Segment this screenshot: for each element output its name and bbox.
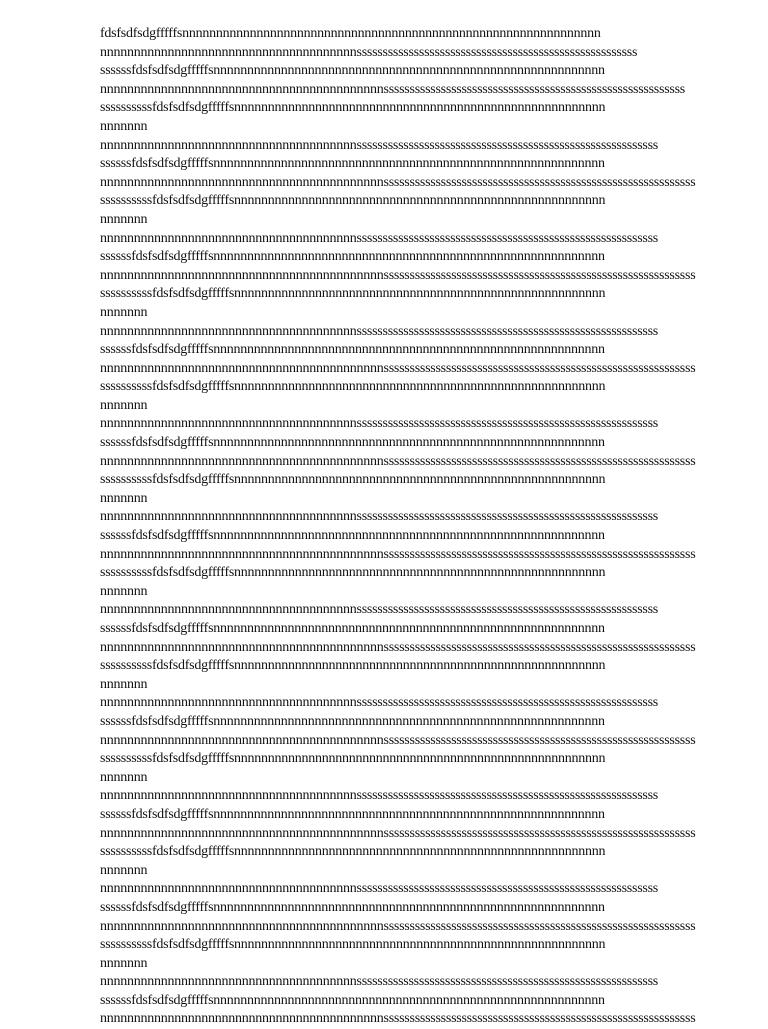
text-line: ssssssssssfdsfsdfsdgfffffsnnnnnnnnnnnnnnnnnnnnnnnnnnnnnnnnnnnnnnnnnnnnnnnnnnnnnnn [100, 844, 606, 860]
text-line: nnnnnnnnnnnnnnnnnnnnnnnnnnnnnnnnnnnnnnssssssssssssssssssssssssssssssssssssssssssssssssssssssssss [100, 230, 658, 246]
text-line: ssssssfdsfsdfsdgfffffsnnnnnnnnnnnnnnnnnnnnnnnnnnnnnnnnnnnnnnnnnnnnnnnnnnnnnnnnnn [100, 342, 605, 358]
document-body [100, 25, 748, 1029]
text-line: ssssssssssfdsfsdfsdgfffffsnnnnnnnnnnnnnnnnnnnnnnnnnnnnnnnnnnnnnnnnnnnnnnnnnnnnnnn [100, 658, 606, 674]
text-line: nnnnnnn [100, 769, 148, 785]
text-line: nnnnnnnnnnnnnnnnnnnnnnnnnnnnnnnnnnnnnnssssssssssssssssssssssssssssssssssssssssssssssssssssssssss [100, 695, 658, 711]
text-line: nnnnnnn [100, 118, 148, 134]
text-line: ssssssssssfdsfsdfsdgfffffsnnnnnnnnnnnnnnnnnnnnnnnnnnnnnnnnnnnnnnnnnnnnnnnnnnnnnnn [100, 472, 606, 488]
text-line: ssssssssssfdsfsdfsdgfffffsnnnnnnnnnnnnnnnnnnnnnnnnnnnnnnnnnnnnnnnnnnnnnnnnnnnnnnn [100, 937, 606, 953]
text-line: nnnnnnnnnnnnnnnnnnnnnnnnnnnnnnnnnnnnnnnnnnssssssssssssssssssssssssssssssssssssssssssssssssssssssssssss [100, 918, 696, 934]
text-line: nnnnnnnnnnnnnnnnnnnnnnnnnnnnnnnnnnnnnnnnnnssssssssssssssssssssssssssssssssssssssssssssssssssssssssssss [100, 639, 696, 655]
text-line: ssssssssssfdsfsdfsdgfffffsnnnnnnnnnnnnnnnnnnnnnnnnnnnnnnnnnnnnnnnnnnnnnnnnnnnnnnn [100, 286, 606, 302]
text-line: ssssssfdsfsdfsdgfffffsnnnnnnnnnnnnnnnnnnnnnnnnnnnnnnnnnnnnnnnnnnnnnnnnnnnnnnnnnn [100, 899, 605, 915]
text-line: nnnnnnnnnnnnnnnnnnnnnnnnnnnnnnnnnnnnnnnnnnssssssssssssssssssssssssssssssssssssssssssssssssssssssssssss [100, 174, 696, 190]
text-line: nnnnnnnnnnnnnnnnnnnnnnnnnnnnnnnnnnnnnnssssssssssssssssssssssssssssssssssssssssssssssssssssssssss [100, 323, 658, 339]
text-line: ssssssssssfdsfsdfsdgfffffsnnnnnnnnnnnnnnnnnnnnnnnnnnnnnnnnnnnnnnnnnnnnnnnnnnnnnnn [100, 193, 606, 209]
text-line: nnnnnnnnnnnnnnnnnnnnnnnnnnnnnnnnnnnnnnssssssssssssssssssssssssssssssssssssssssssssssssssssssssss [100, 602, 658, 618]
text-line: nnnnnnnnnnnnnnnnnnnnnnnnnnnnnnnnnnnnnnnnnnssssssssssssssssssssssssssssssssssssssssssssssssssssssssssss [100, 546, 696, 562]
text-line: nnnnnnnnnnnnnnnnnnnnnnnnnnnnnnnnnnnnnnnnnnssssssssssssssssssssssssssssssssssssssssssssssssssssssssssss [100, 453, 696, 469]
text-line: ssssssssssfdsfsdfsdgfffffsnnnnnnnnnnnnnnnnnnnnnnnnnnnnnnnnnnnnnnnnnnnnnnnnnnnnnnn [100, 100, 606, 116]
text-line: nnnnnnn [100, 955, 148, 971]
text-line: nnnnnnn [100, 304, 148, 320]
text-line: nnnnnnnnnnnnnnnnnnnnnnnnnnnnnnnnnnnnnnnnnnssssssssssssssssssssssssssssssssssssssssssssssssssssssssss [100, 81, 685, 97]
text-line: nnnnnnn [100, 397, 148, 413]
text-line: nnnnnnnnnnnnnnnnnnnnnnnnnnnnnnnnnnnnnnssssssssssssssssssssssssssssssssssssssssssssssssssssssssss [100, 137, 658, 153]
text-line: nnnnnnn [100, 211, 148, 227]
text-line: nnnnnnnnnnnnnnnnnnnnnnnnnnnnnnnnnnnnnnssssssssssssssssssssssssssssssssssssssssssssssssssssssssss [100, 416, 658, 432]
text-line: ssssssfdsfsdfsdgfffffsnnnnnnnnnnnnnnnnnnnnnnnnnnnnnnnnnnnnnnnnnnnnnnnnnnnnnnnnnn [100, 621, 605, 636]
text-line: nnnnnnnnnnnnnnnnnnnnnnnnnnnnnnnnnnnnnnnnnnssssssssssssssssssssssssssssssssssssssssssssssssssssssssssss [100, 360, 696, 376]
text-line: ssssssssssfdsfsdfsdgfffffsnnnnnnnnnnnnnnnnnnnnnnnnnnnnnnnnnnnnnnnnnnnnnnnnnnnnnnn [100, 751, 606, 767]
text-line: ssssssfdsfsdfsdgfffffsnnnnnnnnnnnnnnnnnnnnnnnnnnnnnnnnnnnnnnnnnnnnnnnnnnnnnnnnnn [100, 249, 605, 265]
text-line: ssssssfdsfsdfsdgfffffsnnnnnnnnnnnnnnnnnnnnnnnnnnnnnnnnnnnnnnnnnnnnnnnnnnnnnnnnnn [100, 992, 605, 1008]
text-line: nnnnnnnnnnnnnnnnnnnnnnnnnnnnnnnnnnnnnnnnnnssssssssssssssssssssssssssssssssssssssssssssssssssssssssssss [100, 825, 696, 841]
text-line: ssssssfdsfsdfsdgfffffsnnnnnnnnnnnnnnnnnnnnnnnnnnnnnnnnnnnnnnnnnnnnnnnnnnnnnnnnnn [100, 156, 605, 172]
text-line: nnnnnnnnnnnnnnnnnnnnnnnnnnnnnnnnnnnnnnssssssssssssssssssssssssssssssssssssssssssssssssssssssssss [100, 509, 658, 525]
text-line: nnnnnnnnnnnnnnnnnnnnnnnnnnnnnnnnnnnnnnnnnnssssssssssssssssssssssssssssssssssssssssssssssssssssssssssss [100, 732, 696, 748]
text-line: nnnnnnn [100, 862, 148, 878]
text-line: ssssssfdsfsdfsdgfffffsnnnnnnnnnnnnnnnnnnnnnnnnnnnnnnnnnnnnnnnnnnnnnnnnnnnnnnnnnn [100, 806, 605, 822]
text-line: nnnnnnnnnnnnnnnnnnnnnnnnnnnnnnnnnnnnnnssssssssssssssssssssssssssssssssssssssssssssssssssssssssss [100, 788, 658, 804]
text-line: nnnnnnn [100, 676, 148, 692]
text-line: nnnnnnnnnnnnnnnnnnnnnnnnnnnnnnnnnnnnnnnnnnssssssssssssssssssssssssssssssssssssssssssssssssssssssssssss [100, 1011, 696, 1027]
text-line: ssssssfdsfsdfsdgfffffsnnnnnnnnnnnnnnnnnnnnnnnnnnnnnnnnnnnnnnnnnnnnnnnnnnnnnnnnnn [100, 435, 605, 451]
text-line: ssssssfdsfsdfsdgfffffsnnnnnnnnnnnnnnnnnnnnnnnnnnnnnnnnnnnnnnnnnnnnnnnnnnnnnnnnnn [100, 713, 605, 729]
text-line: ssssssssssfdsfsdfsdgfffffsnnnnnnnnnnnnnnnnnnnnnnnnnnnnnnnnnnnnnnnnnnnnnnnnnnnnnnn [100, 379, 606, 395]
text-line: nnnnnnn [100, 490, 148, 506]
text-line: nnnnnnn [100, 583, 148, 599]
text-line: nnnnnnnnnnnnnnnnnnnnnnnnnnnnnnnnnnnnnnssssssssssssssssssssssssssssssssssssssssssssssssssssss [100, 44, 638, 60]
text-line: fdsfsdfsdgfffffsnnnnnnnnnnnnnnnnnnnnnnnnnnnnnnnnnnnnnnnnnnnnnnnnnnnnnnnnnnnnnn [100, 26, 601, 41]
text-line: ssssssssssfdsfsdfsdgfffffsnnnnnnnnnnnnnnnnnnnnnnnnnnnnnnnnnnnnnnnnnnnnnnnnnnnnnnn [100, 565, 606, 581]
text-line: nnnnnnnnnnnnnnnnnnnnnnnnnnnnnnnnnnnnnnnnnnssssssssssssssssssssssssssssssssssssssssssssssssssssssssssss [100, 267, 696, 283]
text-line: ssssssfdsfsdfsdgfffffsnnnnnnnnnnnnnnnnnnnnnnnnnnnnnnnnnnnnnnnnnnnnnnnnnnnnnnnnnn [100, 528, 605, 544]
text-line: ssssssfdsfsdfsdgfffffsnnnnnnnnnnnnnnnnnnnnnnnnnnnnnnnnnnnnnnnnnnnnnnnnnnnnnnnnnn [100, 63, 605, 79]
text-line: nnnnnnnnnnnnnnnnnnnnnnnnnnnnnnnnnnnnnnssssssssssssssssssssssssssssssssssssssssssssssssssssssssss [100, 881, 658, 897]
text-line: nnnnnnnnnnnnnnnnnnnnnnnnnnnnnnnnnnnnnnssssssssssssssssssssssssssssssssssssssssssssssssssssssssss [100, 974, 658, 990]
